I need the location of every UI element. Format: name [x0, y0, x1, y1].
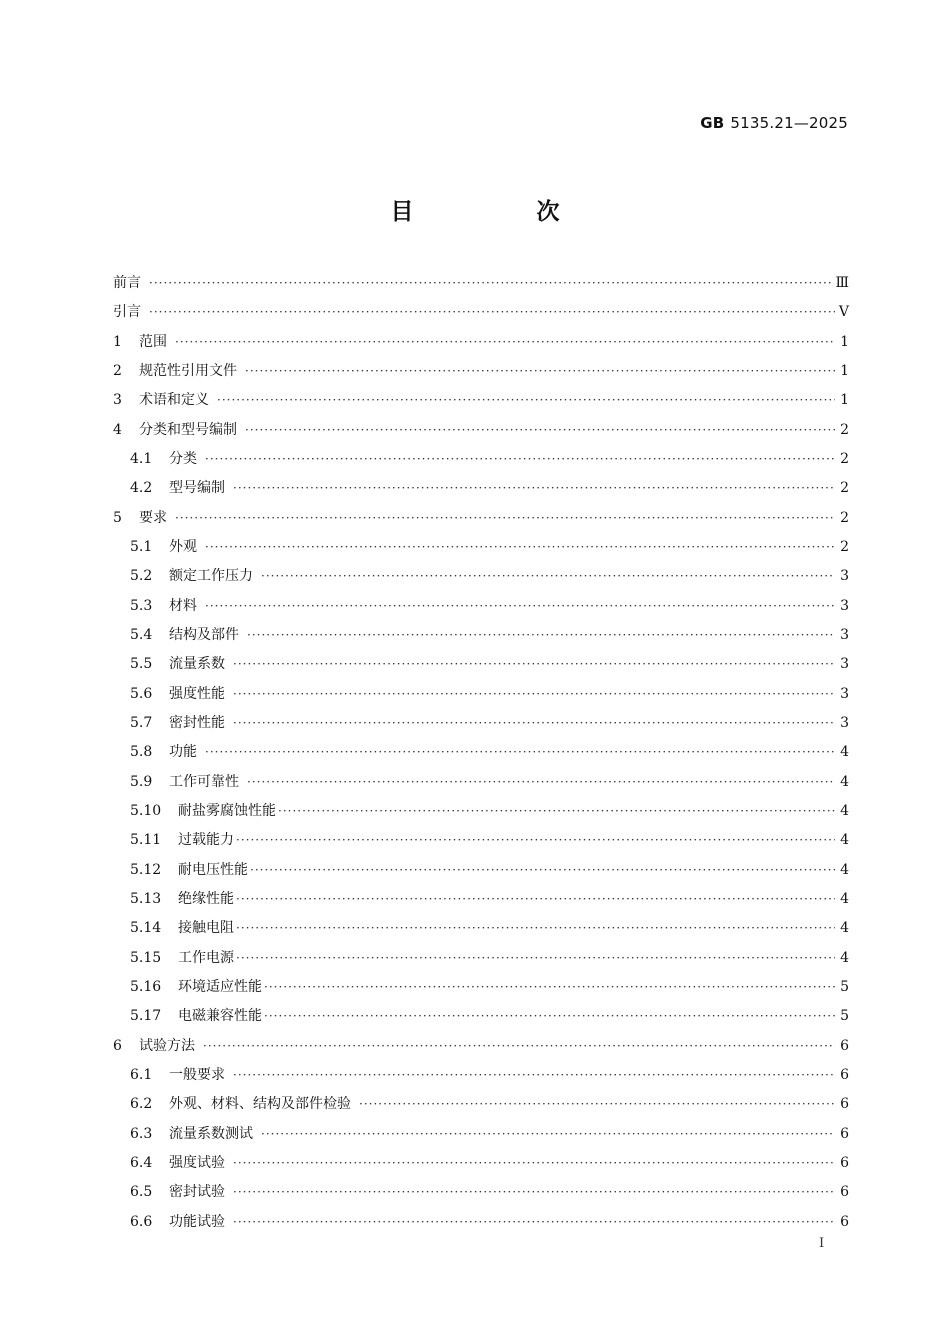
dot-leader [205, 738, 835, 767]
dot-leader [205, 592, 835, 621]
dot-leader [233, 1149, 835, 1178]
dot-leader [359, 1090, 835, 1119]
toc-entry-page: 4 [840, 744, 849, 761]
toc-entry[interactable] [113, 680, 849, 709]
toc-entry[interactable] [113, 357, 849, 386]
toc-entry[interactable] [113, 504, 849, 533]
toc-entry-title: 型号编制 [169, 480, 225, 497]
toc-entry-number: 3 [113, 392, 122, 409]
toc-entry-title: 强度性能 [169, 685, 225, 702]
toc-entry-page: 1 [840, 362, 849, 379]
standard-prefix: GB [700, 114, 725, 132]
dot-leader [233, 474, 835, 503]
toc-entry[interactable] [113, 1061, 849, 1090]
toc-entry-title: 结构及部件 [169, 626, 239, 643]
dot-leader [233, 1061, 835, 1090]
toc-entry-page: 6 [840, 1184, 849, 1201]
toc-entry-number: 5.15 [130, 949, 162, 966]
toc-entry-page: 4 [840, 920, 849, 937]
toc-entry-title: 流量系数测试 [169, 1125, 253, 1142]
toc-entry-number: 5.14 [130, 920, 162, 937]
toc-entry-page: 4 [840, 802, 849, 819]
toc-entry[interactable] [113, 621, 849, 650]
toc-entry[interactable] [113, 797, 849, 826]
toc-entry-number: 5.6 [130, 685, 153, 702]
dot-leader [233, 680, 835, 709]
toc-entry[interactable] [113, 709, 849, 738]
toc-entry-page: 3 [840, 714, 849, 731]
toc-entry-number: 6.4 [130, 1154, 153, 1171]
toc-entry[interactable] [113, 1120, 849, 1149]
dot-leader [217, 386, 835, 415]
toc-entry-page: 3 [840, 568, 849, 585]
toc-entry-number: 6.3 [130, 1125, 153, 1142]
toc-entry-title: 材料 [169, 597, 197, 614]
toc-entry-number: 5.2 [130, 568, 153, 585]
toc-entry[interactable] [113, 386, 849, 415]
toc-entry-page: 3 [840, 626, 849, 643]
dot-leader [175, 504, 835, 533]
toc-entry-page: 6 [840, 1066, 849, 1083]
toc-entry-number: 5.8 [130, 744, 153, 761]
toc-entry[interactable] [113, 474, 849, 503]
toc-entry-page: 2 [840, 538, 849, 555]
toc-entry-number: 5.11 [130, 832, 162, 849]
toc-entry-page: 6 [840, 1213, 849, 1230]
toc-entry-title: 功能试验 [169, 1213, 225, 1230]
dot-leader [264, 1002, 835, 1031]
toc-entry-title: 接触电阻 [178, 920, 234, 937]
toc-entry-page: 1 [840, 333, 849, 350]
toc-title: 目 次 [390, 199, 610, 225]
toc-entry-number: 5.9 [130, 773, 153, 790]
toc-entry-number: 5.1 [130, 538, 153, 555]
toc-entry-page: 4 [840, 861, 849, 878]
dot-leader [245, 357, 835, 386]
toc-entry-number: 5.13 [130, 890, 162, 907]
dot-leader [278, 797, 835, 826]
toc-entry-title: 耐电压性能 [178, 861, 248, 878]
dot-leader [250, 856, 835, 885]
toc-entry[interactable] [113, 1208, 849, 1237]
dot-leader [205, 445, 835, 474]
toc-entry[interactable] [113, 914, 849, 943]
toc-entry-number: 4.2 [130, 480, 153, 497]
toc-entry-number: 2 [113, 362, 122, 379]
toc-entry-title: 强度试验 [169, 1154, 225, 1171]
toc-entry-page: 6 [840, 1125, 849, 1142]
toc-entry-number: 5.4 [130, 626, 153, 643]
toc-entry-page: 2 [840, 450, 849, 467]
toc-entry-title: 外观 [169, 538, 197, 555]
dot-leader [233, 1208, 835, 1237]
toc-entry[interactable] [113, 1149, 849, 1178]
toc-entry[interactable] [113, 416, 849, 445]
dot-leader [175, 328, 835, 357]
page-number: I [819, 1236, 825, 1251]
toc-entry-number: 5.17 [130, 1008, 162, 1025]
toc-entry-title: 密封试验 [169, 1184, 225, 1201]
toc-entry-title: 工作电源 [178, 949, 234, 966]
toc-entry-title: 密封性能 [169, 714, 225, 731]
toc-entry-page: 4 [840, 832, 849, 849]
dot-leader [247, 768, 835, 797]
toc-entry-page: 5 [840, 978, 849, 995]
toc-entry-title: 分类 [169, 450, 197, 467]
toc-entry-title: 绝缘性能 [178, 890, 234, 907]
toc-entry-number: 5.16 [130, 978, 162, 995]
toc-entry[interactable] [113, 1032, 849, 1061]
toc-entry[interactable] [113, 298, 849, 327]
toc-entry-number: 4.1 [130, 450, 153, 467]
toc-entry[interactable] [113, 738, 849, 767]
toc-entry[interactable] [113, 1178, 849, 1207]
dot-leader [233, 650, 835, 679]
toc-entry-page: Ⅲ [835, 275, 849, 291]
toc-entry[interactable] [113, 856, 849, 885]
dot-leader [247, 621, 835, 650]
toc-entry-title: 功能 [169, 744, 197, 761]
toc-entry[interactable] [113, 944, 849, 973]
toc-entry-title: 术语和定义 [139, 392, 209, 409]
toc-entry-number: 5.7 [130, 714, 153, 731]
standard-code [700, 114, 848, 132]
dot-leader [233, 1178, 835, 1207]
dot-leader [236, 885, 835, 914]
toc-entry-title: 过载能力 [178, 832, 234, 849]
dot-leader [261, 1120, 835, 1149]
toc-entry-title: 范围 [139, 333, 167, 350]
toc-entry-page: 6 [840, 1037, 849, 1054]
toc-entry-page: 3 [840, 656, 849, 673]
toc-entry[interactable] [113, 650, 849, 679]
toc-entry[interactable] [113, 826, 849, 855]
toc-entry-number: 4 [113, 421, 122, 438]
toc-entry-page: 3 [840, 597, 849, 614]
toc-entry-page: 4 [840, 949, 849, 966]
dot-leader [245, 416, 835, 445]
toc-entry-title: 要求 [139, 509, 167, 526]
toc-entry-title: 前言 [113, 275, 141, 291]
dot-leader [264, 973, 835, 1002]
toc-entry[interactable] [113, 445, 849, 474]
toc-entry-number: 6.1 [130, 1066, 153, 1083]
toc-entry-title: 引言 [113, 304, 141, 321]
toc-entry-title: 分类和型号编制 [139, 421, 237, 438]
toc-entry-page: 3 [840, 685, 849, 702]
toc-entry-page: 5 [840, 1008, 849, 1025]
toc-entry-number: 6.6 [130, 1213, 153, 1230]
toc-entry-title: 电磁兼容性能 [178, 1008, 262, 1025]
toc-entry-title: 额定工作压力 [169, 568, 253, 585]
toc-entry[interactable] [113, 562, 849, 591]
dot-leader [233, 709, 835, 738]
standard-number: 5135.21—2025 [730, 114, 848, 132]
dot-leader [205, 533, 835, 562]
toc-entry-title: 流量系数 [169, 656, 225, 673]
toc-entry-page: 1 [840, 392, 849, 409]
toc-entry-title: 环境适应性能 [178, 978, 262, 995]
toc-entry-number: 1 [113, 333, 122, 350]
toc-entry[interactable] [113, 973, 849, 1002]
dot-leader [261, 562, 835, 591]
dot-leader [236, 944, 835, 973]
dot-leader [236, 826, 835, 855]
toc-entry[interactable] [113, 533, 849, 562]
toc-entry-page: 6 [840, 1096, 849, 1113]
toc-entry-title: 工作可靠性 [169, 773, 239, 790]
toc-entry-page: 2 [840, 509, 849, 526]
toc-entry-title: 试验方法 [139, 1037, 195, 1054]
toc-entry-number: 6.5 [130, 1184, 153, 1201]
toc-entry[interactable] [113, 1090, 849, 1119]
toc-entry-page: 2 [840, 421, 849, 438]
toc-entry-title: 一般要求 [169, 1066, 225, 1083]
toc-entry-number: 5.3 [130, 597, 153, 614]
dot-leader [149, 269, 831, 298]
dot-leader [149, 298, 835, 327]
toc-entry-number: 5.12 [130, 861, 162, 878]
toc-entry-number: 5.5 [130, 656, 153, 673]
toc-entry-title: 外观、材料、结构及部件检验 [169, 1096, 351, 1113]
dot-leader [203, 1032, 835, 1061]
toc-entry-page: 2 [840, 480, 849, 497]
toc-entry-number: 6.2 [130, 1096, 153, 1113]
toc-entry[interactable] [113, 592, 849, 621]
toc-entry-number: 6 [113, 1037, 122, 1054]
toc-entry-title: 耐盐雾腐蚀性能 [178, 802, 276, 819]
toc-entry-page: 4 [840, 890, 849, 907]
toc-entry-page: Ⅴ [838, 304, 849, 321]
toc-entry[interactable] [113, 768, 849, 797]
toc-entry-number: 5.10 [130, 802, 162, 819]
toc-entry-number: 5 [113, 509, 122, 526]
toc-entry-title: 规范性引用文件 [139, 362, 237, 379]
toc-entry-page: 6 [840, 1154, 849, 1171]
toc-entry[interactable] [113, 1002, 849, 1031]
toc-entry[interactable] [113, 269, 849, 298]
toc-entry-page: 4 [840, 773, 849, 790]
toc-entry[interactable] [113, 328, 849, 357]
dot-leader [236, 914, 835, 943]
toc-entry[interactable] [113, 885, 849, 914]
table-of-contents [113, 269, 849, 1237]
